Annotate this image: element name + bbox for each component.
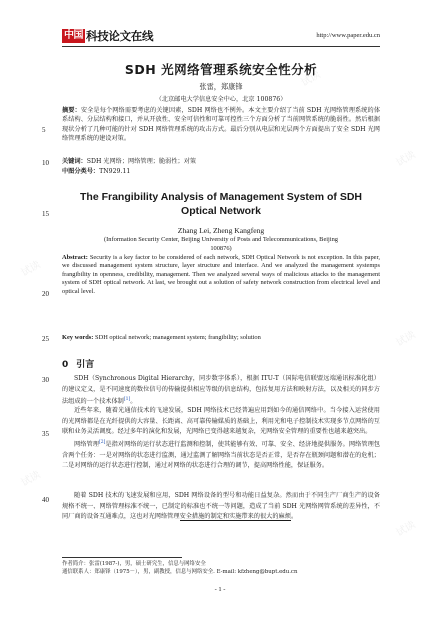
authors-en: Zhang Lei, Zheng Kangfeng — [177, 226, 265, 235]
title-en-line1: The Frangibility Analysis of Management System of SDH — [80, 191, 362, 203]
logo-mark: 中国 — [64, 30, 83, 41]
section-number: 0 — [62, 360, 69, 370]
para1-text: SDH（Synchronous Digital Hierarchy，同步数字体系），根据 ITU-T（国际电信联盟远端通讯标准化组）的建议定义，是不同速度的数位信号的传输提供相应等级的信息结构，包括复用方法和映射方法，以及相关的同步方法组成的一个技术体制 — [62, 375, 380, 406]
section-title: 引言 — [76, 360, 95, 370]
citation-link[interactable]: [2] — [98, 440, 106, 445]
site-url-link[interactable]: http://www.paper.edu.cn — [316, 32, 380, 39]
intro-paragraph-4 — [62, 491, 380, 523]
line-number: 15 — [42, 210, 49, 218]
footnote-contact: 通信联系人：郑康锋（1975－），男，副教授，信息与网络安全. E-mail: kfzheng@bupt.edu.cn — [62, 569, 298, 575]
watermark: 试读 — [299, 69, 323, 89]
watermark: 试读 — [19, 469, 43, 489]
affiliation-en-line2: 100876) — [210, 244, 232, 252]
abstract-text-cn: 安全是每个网络需要考虑的关键因素，SDH 网络也不例外。本文主要介绍了当前 SDH 光网络管理系统的体系结构、分层结构和接口，并从开放性、安全可信性和可靠可控性三个方面分析了当前网管系统的脆弱性。然后根据现状分析了几种可能的针对 SDH 网络管理系统的攻击方式。最后分别从电层和光层两个方面提出了安全 SDH 光网络管理系统的建设对策。 — [62, 107, 381, 143]
footnote-author-bio: 作者简介：张雷(1987-)，男，硕士研究生，信息与网络安全 — [62, 561, 206, 567]
header-divider — [62, 46, 380, 47]
site-logo[interactable] — [62, 28, 153, 44]
abstract-text-en: Security is a key factor to be considered of each network, SDH Optical Network is not exception. In this paper, we discussed management system structure, layer structure and interface. And we analyzed the management systemps frangibility in openness, credibility, management. Then we analyzed several ways of malicious attacks to the management system of SDH optical network. At last, we brought out a solution of safety network construction from electrical level and optical level. — [62, 254, 380, 295]
citation-link[interactable]: [1] — [123, 397, 131, 403]
keywords-cn — [62, 157, 380, 166]
logo-text: 科技论文在线 — [86, 29, 154, 43]
intro-paragraph-2: 近些年来，随着光通信技术的飞速发展，SDH 网络技术已经普遍应用到如今的通信网络中。当今接入运营使用的光网络都是在光纤提供的大容量、长距离、高可靠传输媒质的基础上，利用光和电子控制技术实现多节点网络的互联和业务灵活调度。经过多年的演化和发展，光网络已变得越来越复杂，光网络安全管理的重要性也越来越突出。 — [62, 407, 380, 436]
keywords-label-cn: 关键词： — [62, 158, 87, 165]
line-number: 30 — [42, 376, 49, 384]
paper-title-en — [62, 190, 380, 218]
watermark: 试读 — [394, 149, 418, 169]
watermark: 试读 — [394, 329, 418, 349]
abstract-en — [62, 254, 380, 296]
keywords-en — [62, 334, 380, 342]
line-number: 5 — [42, 126, 46, 134]
footnote-divider — [62, 557, 182, 558]
keywords-text-cn: SDH 光网络；网络管理；脆弱性；对策 — [86, 158, 197, 165]
affiliation-en — [62, 236, 380, 253]
line-number: 25 — [42, 335, 49, 343]
paper-title-cn: SDH 光网络管理系统安全性分析 — [124, 62, 318, 77]
section-heading-intro — [62, 357, 94, 370]
para4-start: 随着 SDH 技术的飞速发展和应用，SDH 网络设备的型号和功能日益复杂。然而由于不同生产厂商生产的设备规格不统一、网络管理标准不统一，已制定的标准也不统一等问题，造成了当前 SDH 光网络网管系统的差异性，不同厂商的设备互通难点，这也对光网络管理 — [62, 492, 380, 521]
clc-label: 中图分类号： — [62, 168, 100, 175]
para3-rest: 是指对网络的运行状态进行监测和控制，使其能够有效、可靠、安全、经济地提供服务。网络管理包含两个任务：一是对网络的状态进行监测，通过监测了解网络当前状态是否正常，是否存在瓶颈问题和潜在的危机；二是对网络的运行状态进行控制，通过对网络的状态进行合理的调节，提高网络性能，保证服务。 — [62, 441, 380, 470]
clc-text: TN929.11 — [99, 168, 131, 175]
watermark: 试读 — [19, 259, 43, 279]
keywords-label-en: Key words: — [62, 334, 94, 341]
para1-end: 。 — [130, 398, 137, 406]
page-header — [62, 28, 380, 46]
page-number: - 1 - — [214, 586, 226, 593]
para3-start: 网络管理 — [74, 441, 99, 449]
intro-paragraph-1 — [62, 374, 380, 408]
affiliation-en-line1: (Information Security Center, Beijing University of Posts and Telecommunications, Beijing — [104, 236, 338, 243]
abstract-cn — [62, 106, 380, 144]
line-number: 20 — [42, 290, 49, 298]
line-number: 10 — [42, 159, 49, 167]
affiliation-cn: （北京邮电大学信息安全中心，北京 100876） — [155, 96, 287, 103]
para4-end: 。 — [290, 513, 298, 521]
authors-cn: 张雷，郑康锋 — [199, 82, 243, 91]
abstract-label-cn: 摘要： — [62, 107, 81, 114]
clc-number — [62, 167, 380, 176]
para4-underlined: 安全措施的制定和实施带来的很大的麻烦 — [179, 513, 291, 521]
intro-paragraph-3 — [62, 438, 380, 472]
line-number: 35 — [42, 430, 49, 438]
line-number: 40 — [42, 496, 49, 504]
watermark: 试读 — [394, 519, 418, 539]
keywords-text-en: SDH optical network; management system; frangibility; solution — [95, 334, 261, 341]
abstract-label-en: Abstract: — [62, 254, 88, 261]
title-en-line2: Optical Network — [181, 205, 261, 217]
